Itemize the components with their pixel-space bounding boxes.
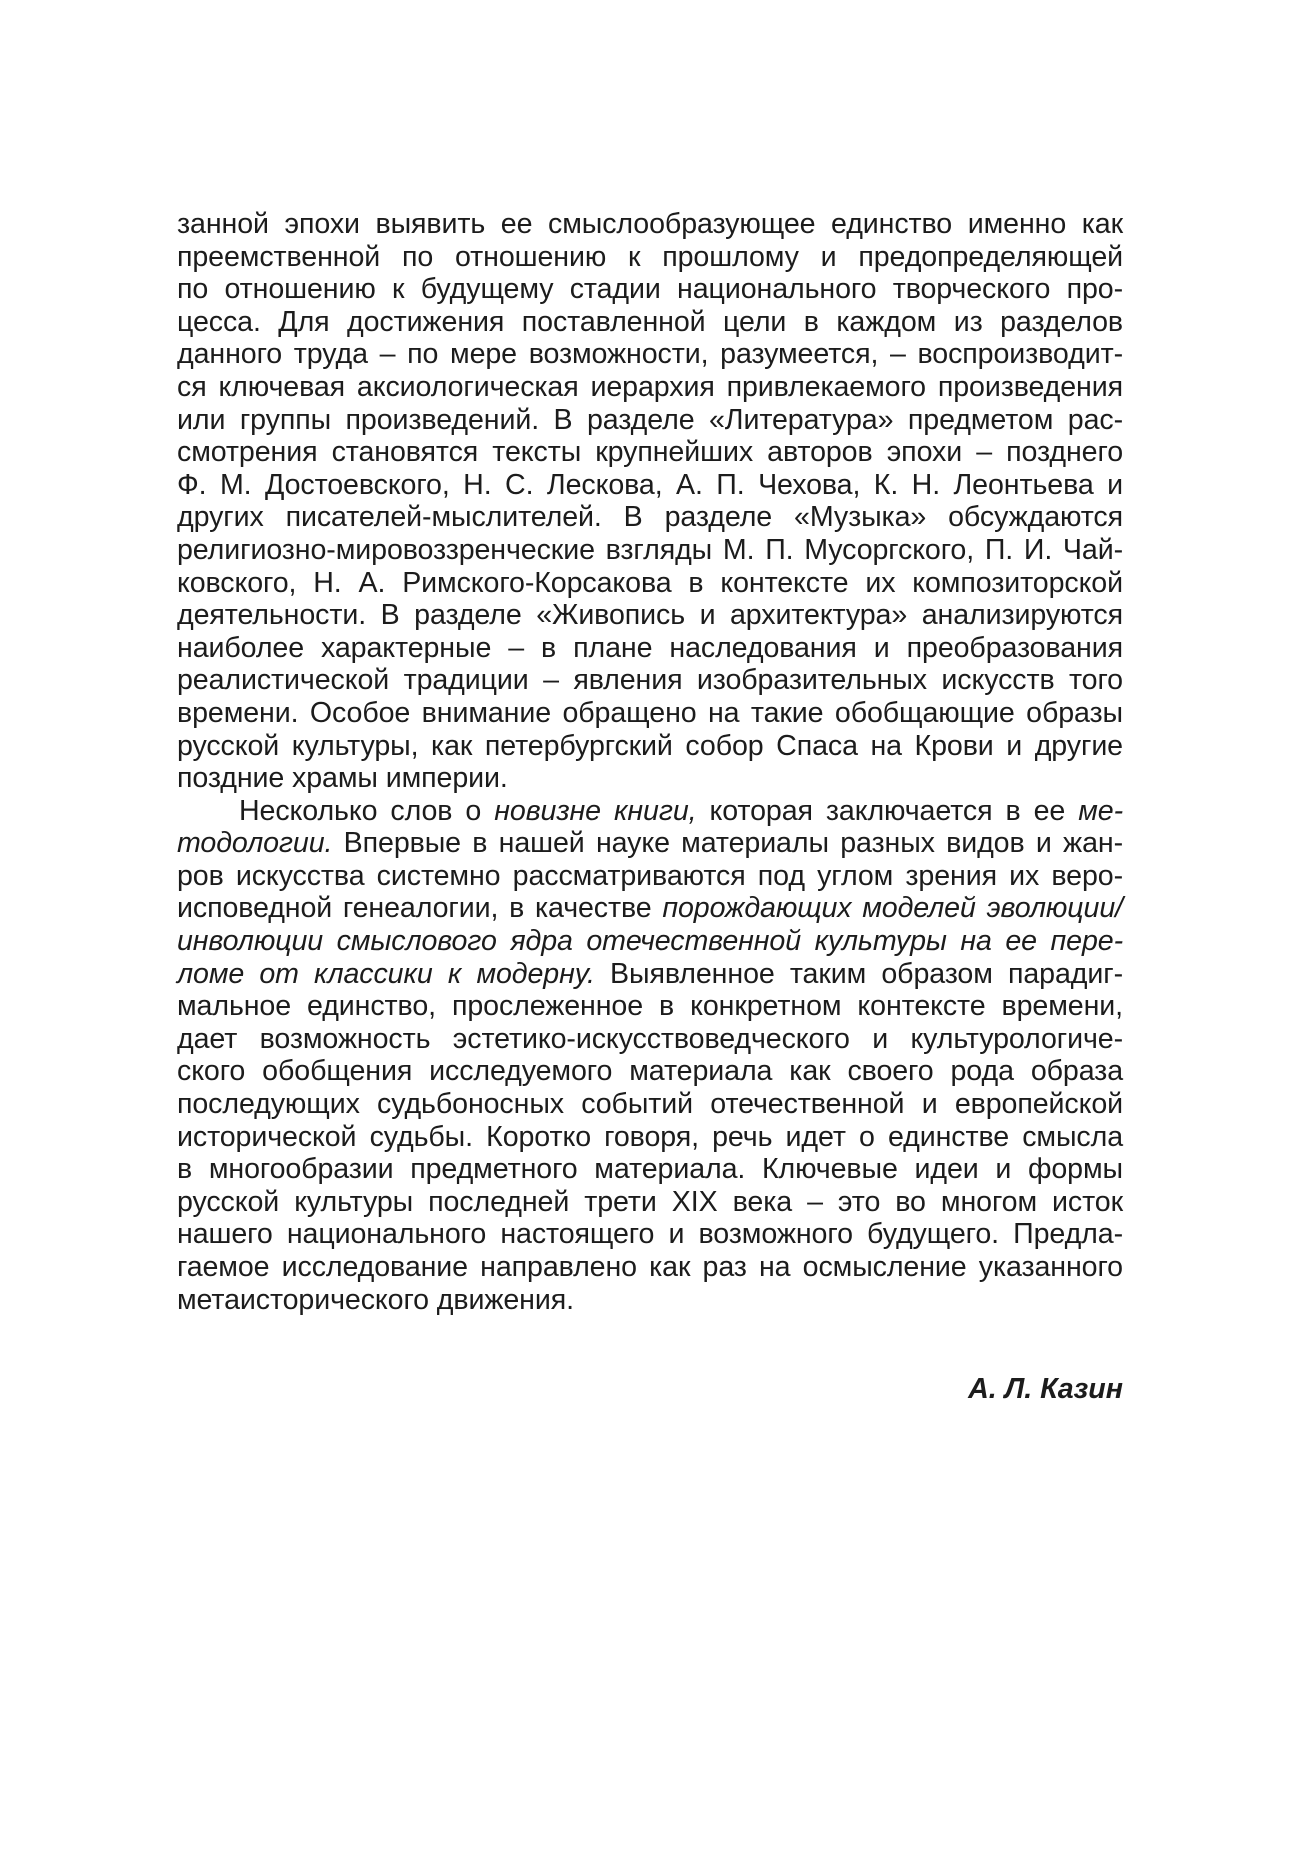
page-body [177, 208, 1123, 1316]
text-line: времени. Особое внимание обращено на такие обобщающие образы [177, 696, 1123, 729]
text-line: данного труда – по мере возможности, разумеется, – воспроизводит- [177, 338, 1123, 371]
text-line [177, 958, 1123, 991]
text-line: гаемое исследование направлено как раз на осмысление указанного [177, 1251, 1123, 1283]
text-line: преемственной по отношению к прошлому и предопределяющей [177, 240, 1123, 273]
text-line [177, 827, 1123, 860]
text-fragment: которая заключается в ее [696, 794, 1079, 827]
paragraph-novelty [177, 795, 1123, 1317]
text-line: других писателей-мыслителей. В разделе «Музыка» обсуждаются [177, 501, 1123, 534]
text-line: занной эпохи выявить ее смыслообразующее единство именно как [177, 208, 1123, 240]
paragraph-intro [177, 208, 1123, 795]
text-line: ров искусства системно рассматриваются под углом зрения их веро- [177, 859, 1123, 892]
text-line [177, 892, 1123, 925]
author-signature: А. Л. Казин [968, 1373, 1123, 1405]
text-line: поздние храмы империи. [177, 762, 508, 795]
text-line: инволюции смыслового ядра отечественной культуры на ее пере- [177, 925, 1123, 958]
italic-fragment: порождающих моделей эволюции/ [662, 892, 1123, 925]
text-line: наиболее характерные – в плане наследования и преобразования [177, 631, 1123, 664]
text-line: реалистической традиции – явления изобразительных искусств того [177, 664, 1123, 697]
text-line: русской культуры последней трети XIX века – это во многом исток [177, 1185, 1123, 1218]
text-line: по отношению к будущему стадии национального творческого про- [177, 273, 1123, 306]
text-line: ского обобщения исследуемого материала как своего рода образа [177, 1055, 1123, 1088]
text-line: ковского, Н. А. Римского-Корсакова в контексте их композиторской [177, 566, 1123, 599]
text-line: деятельности. В разделе «Живопись и архитектура» анализируются [177, 599, 1123, 632]
text-fragment: Выявленное таким образом парадиг- [594, 957, 1123, 990]
italic-fragment: новизне книги, [494, 794, 697, 827]
text-fragment: Впервые в нашей науке материалы разных видов и жан- [332, 827, 1123, 860]
text-line: в многообразии предметного материала. Ключевые идеи и формы [177, 1153, 1123, 1186]
text-line: нашего национального настоящего и возможного будущего. Предла- [177, 1218, 1123, 1251]
text-line: или группы произведений. В разделе «Литература» предметом рас- [177, 403, 1123, 436]
text-line: религиозно-мировоззренческие взгляды М. П. Мусоргского, П. И. Чай- [177, 533, 1123, 566]
text-line: ся ключевая аксиологическая иерархия привлекаемого произведения [177, 370, 1123, 403]
text-line: цесса. Для достижения поставленной цели в каждом из разделов [177, 305, 1123, 338]
text-line: смотрения становятся тексты крупнейших авторов эпохи – позднего [177, 436, 1123, 469]
text-fragment: Несколько слов о [239, 794, 495, 827]
text-line: дает возможность эстетико-искусствоведческого и культурологиче- [177, 1022, 1123, 1055]
text-line: русской культуры, как петербургский собор Спаса на Крови и другие [177, 729, 1123, 762]
text-fragment: исповедной генеалогии, в качестве [177, 892, 663, 925]
italic-fragment: ломе от классики к модерну. [177, 957, 595, 990]
text-line: Ф. М. Достоевского, Н. С. Лескова, А. П. Чехова, К. Н. Леонтьева и [177, 468, 1123, 501]
italic-fragment: ме- [1078, 794, 1123, 827]
text-line: последующих судьбоносных событий отечественной и европейской [177, 1088, 1123, 1121]
text-line: мальное единство, прослеженное в конкретном контексте времени, [177, 990, 1123, 1023]
italic-fragment: тодологии. [177, 827, 333, 860]
text-line [177, 795, 1123, 828]
text-line: исторической судьбы. Коротко говоря, речь идет о единстве смысла [177, 1120, 1123, 1153]
text-line: метаисторического движения. [177, 1283, 574, 1316]
